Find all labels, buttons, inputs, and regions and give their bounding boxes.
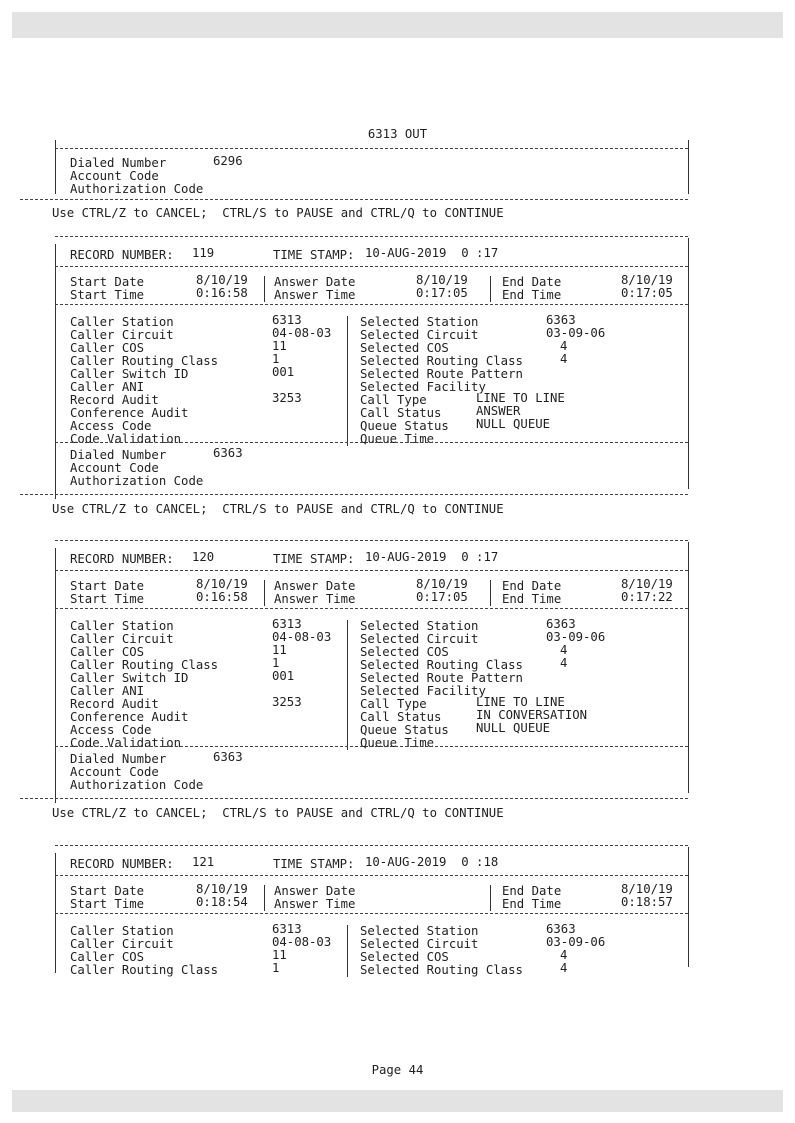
start-date-value: 8/10/19: [196, 273, 248, 287]
caller-switch-id-label: Caller Switch ID: [70, 671, 189, 685]
caller-ani-label: Caller ANI: [70, 380, 145, 394]
separator-dashes: [20, 494, 688, 495]
caller-routing-class-label: Caller Routing Class: [70, 963, 219, 977]
end-time-value: 0:17:05: [621, 286, 673, 300]
answer-time-label: Answer Time: [274, 897, 356, 911]
separator-dashes: [20, 798, 688, 799]
caller-circuit-value: 04-08-03: [272, 935, 332, 949]
separator-dashes: [55, 608, 688, 609]
queue-status-value: NULL QUEUE: [476, 417, 551, 431]
dialed-number-label: Dialed Number: [70, 448, 167, 462]
answer-date-label: Answer Date: [274, 275, 356, 289]
column-divider: [347, 316, 348, 446]
record-number-value: 121: [192, 855, 215, 869]
selected-facility-label: Selected Facility: [360, 684, 486, 698]
selected-station-label: Selected Station: [360, 924, 479, 938]
separator-dashes: [55, 236, 688, 237]
caller-station-label: Caller Station: [70, 924, 174, 938]
end-date-value: 8/10/19: [621, 273, 673, 287]
selected-station-value: 6363: [546, 313, 576, 327]
caller-routing-class-label: Caller Routing Class: [70, 658, 219, 672]
record-audit-value: 3253: [272, 391, 302, 405]
selected-circuit-label: Selected Circuit: [360, 937, 479, 951]
selected-circuit-label: Selected Circuit: [360, 328, 479, 342]
queue-status-value: NULL QUEUE: [476, 721, 551, 735]
caller-switch-id-value: 001: [272, 365, 295, 379]
queue-status-label: Queue Status: [360, 723, 449, 737]
call-type-value: LINE TO LINE: [476, 695, 565, 709]
caller-cos-value: 11: [272, 339, 287, 353]
record-audit-value: 3253: [272, 695, 302, 709]
call-status-value: IN CONVERSATION: [476, 708, 588, 722]
access-code-label: Access Code: [70, 723, 152, 737]
caller-circuit-value: 04-08-03: [272, 630, 332, 644]
page-footer: Page 44: [371, 1063, 424, 1077]
separator-dashes: [20, 199, 688, 200]
record-number-label: RECORD NUMBER:: [70, 857, 174, 871]
selected-circuit-value: 03-09-06: [546, 326, 606, 340]
caller-station-label: Caller Station: [70, 619, 174, 633]
caller-ani-label: Caller ANI: [70, 684, 145, 698]
column-divider: [264, 276, 265, 302]
record-number-label: RECORD NUMBER:: [70, 248, 174, 262]
selected-routing-class-label: Selected Routing Class: [360, 963, 523, 977]
end-date-label: End Date: [502, 275, 562, 289]
end-date-value: 8/10/19: [621, 577, 673, 591]
selected-routing-class-label: Selected Routing Class: [360, 354, 523, 368]
account-code-label: Account Code: [70, 461, 159, 475]
dialed-number-label: Dialed Number: [70, 156, 167, 170]
right-border: [688, 847, 689, 967]
answer-date-value: 8/10/19: [416, 577, 468, 591]
left-border: [55, 140, 56, 194]
start-time-value: 0:16:58: [196, 590, 248, 604]
separator-dashes: [55, 570, 688, 571]
dialed-number-value: 6363: [213, 750, 243, 764]
start-date-label: Start Date: [70, 884, 145, 898]
end-time-value: 0:18:57: [621, 895, 673, 909]
caller-routing-class-value: 1: [272, 656, 280, 670]
right-border: [688, 140, 689, 194]
record-audit-label: Record Audit: [70, 697, 159, 711]
separator-dashes: [55, 148, 688, 149]
selected-routing-class-value: 4: [560, 961, 568, 975]
selected-station-value: 6363: [546, 617, 576, 631]
call-type-label: Call Type: [360, 393, 427, 407]
selected-circuit-value: 03-09-06: [546, 630, 606, 644]
selected-station-value: 6363: [546, 922, 576, 936]
column-divider: [264, 885, 265, 911]
time-stamp-value: 10-AUG-2019 0 :17: [365, 550, 499, 564]
caller-circuit-label: Caller Circuit: [70, 328, 174, 342]
selected-cos-label: Selected COS: [360, 645, 449, 659]
selected-station-label: Selected Station: [360, 619, 479, 633]
record-number-label: RECORD NUMBER:: [70, 552, 174, 566]
column-divider: [347, 925, 348, 977]
caller-station-value: 6313: [272, 313, 302, 327]
column-divider: [490, 885, 491, 911]
time-stamp-label: TIME STAMP:: [273, 552, 355, 566]
start-time-label: Start Time: [70, 592, 145, 606]
selected-routing-class-value: 4: [560, 656, 568, 670]
start-time-value: 0:16:58: [196, 286, 248, 300]
code-validation-label: Code Validation: [70, 432, 182, 446]
column-divider: [490, 580, 491, 606]
answer-time-value: 0:17:05: [416, 590, 468, 604]
code-validation-label: Code Validation: [70, 736, 182, 750]
end-date-label: End Date: [502, 579, 562, 593]
separator-dashes: [55, 442, 688, 443]
call-status-label: Call Status: [360, 710, 442, 724]
account-code-label: Account Code: [70, 169, 159, 183]
start-date-value: 8/10/19: [196, 882, 248, 896]
record-audit-label: Record Audit: [70, 393, 159, 407]
separator-dashes: [55, 540, 688, 541]
page-header: 6313 OUT: [367, 127, 428, 141]
caller-cos-label: Caller COS: [70, 645, 145, 659]
column-divider: [490, 276, 491, 302]
authorization-code-label: Authorization Code: [70, 778, 204, 792]
caller-cos-label: Caller COS: [70, 950, 145, 964]
access-code-label: Access Code: [70, 419, 152, 433]
separator-dashes: [55, 913, 688, 914]
time-stamp-value: 10-AUG-2019 0 :18: [365, 855, 499, 869]
time-stamp-label: TIME STAMP:: [273, 857, 355, 871]
conference-audit-label: Conference Audit: [70, 406, 189, 420]
answer-time-label: Answer Time: [274, 592, 356, 606]
selected-circuit-value: 03-09-06: [546, 935, 606, 949]
cancel-notice: Use CTRL/Z to CANCEL; CTRL/S to PAUSE and CTRL/Q to CONTINUE: [52, 806, 504, 820]
caller-cos-value: 11: [272, 643, 287, 657]
answer-date-label: Answer Date: [274, 884, 356, 898]
record-number-value: 119: [192, 246, 215, 260]
dialed-number-label: Dialed Number: [70, 752, 167, 766]
separator-dashes: [55, 845, 688, 846]
selected-circuit-label: Selected Circuit: [360, 632, 479, 646]
end-date-value: 8/10/19: [621, 882, 673, 896]
end-time-value: 0:17:22: [621, 590, 673, 604]
call-type-value: LINE TO LINE: [476, 391, 565, 405]
answer-time-value: 0:17:05: [416, 286, 468, 300]
queue-status-label: Queue Status: [360, 419, 449, 433]
column-divider: [264, 580, 265, 606]
separator-dashes: [55, 746, 688, 747]
cancel-notice: Use CTRL/Z to CANCEL; CTRL/S to PAUSE and CTRL/Q to CONTINUE: [52, 502, 504, 516]
conference-audit-label: Conference Audit: [70, 710, 189, 724]
separator-dashes: [55, 304, 688, 305]
left-border: [55, 747, 56, 793]
caller-station-value: 6313: [272, 617, 302, 631]
start-date-label: Start Date: [70, 579, 145, 593]
caller-routing-class-value: 1: [272, 352, 280, 366]
record-number-value: 120: [192, 550, 215, 564]
account-code-label: Account Code: [70, 765, 159, 779]
queue-time-label: Queue Time: [360, 736, 435, 750]
end-time-label: End Time: [502, 288, 562, 302]
answer-date-value: 8/10/19: [416, 273, 468, 287]
selected-facility-label: Selected Facility: [360, 380, 486, 394]
left-border: [55, 443, 56, 489]
call-type-label: Call Type: [360, 697, 427, 711]
start-time-label: Start Time: [70, 288, 145, 302]
call-status-label: Call Status: [360, 406, 442, 420]
selected-station-label: Selected Station: [360, 315, 479, 329]
end-time-label: End Time: [502, 592, 562, 606]
start-date-value: 8/10/19: [196, 577, 248, 591]
caller-circuit-label: Caller Circuit: [70, 632, 174, 646]
start-date-label: Start Date: [70, 275, 145, 289]
scan-top-band: [12, 12, 783, 38]
authorization-code-label: Authorization Code: [70, 474, 204, 488]
end-time-label: End Time: [502, 897, 562, 911]
caller-routing-class-label: Caller Routing Class: [70, 354, 219, 368]
end-date-label: End Date: [502, 884, 562, 898]
caller-routing-class-value: 1: [272, 961, 280, 975]
start-time-label: Start Time: [70, 897, 145, 911]
time-stamp-label: TIME STAMP:: [273, 248, 355, 262]
answer-date-label: Answer Date: [274, 579, 356, 593]
caller-station-value: 6313: [272, 922, 302, 936]
selected-routing-class-value: 4: [560, 352, 568, 366]
right-border: [688, 747, 689, 793]
answer-time-label: Answer Time: [274, 288, 356, 302]
selected-route-pattern-label: Selected Route Pattern: [360, 367, 523, 381]
start-time-value: 0:18:54: [196, 895, 248, 909]
caller-circuit-value: 04-08-03: [272, 326, 332, 340]
dialed-number-value: 6296: [213, 154, 243, 168]
selected-route-pattern-label: Selected Route Pattern: [360, 671, 523, 685]
caller-cos-label: Caller COS: [70, 341, 145, 355]
call-status-value: ANSWER: [476, 404, 521, 418]
selected-cos-label: Selected COS: [360, 341, 449, 355]
selected-routing-class-label: Selected Routing Class: [360, 658, 523, 672]
selected-cos-value: 4: [560, 339, 568, 353]
dialed-number-value: 6363: [213, 446, 243, 460]
selected-cos-value: 4: [560, 643, 568, 657]
scan-bottom-band: [12, 1090, 783, 1112]
separator-dashes: [55, 266, 688, 267]
selected-cos-value: 4: [560, 948, 568, 962]
time-stamp-value: 10-AUG-2019 0 :17: [365, 246, 499, 260]
caller-cos-value: 11: [272, 948, 287, 962]
authorization-code-label: Authorization Code: [70, 182, 204, 196]
right-border: [688, 443, 689, 489]
cancel-notice: Use CTRL/Z to CANCEL; CTRL/S to PAUSE and CTRL/Q to CONTINUE: [52, 206, 504, 220]
caller-station-label: Caller Station: [70, 315, 174, 329]
queue-time-label: Queue Time: [360, 432, 435, 446]
selected-cos-label: Selected COS: [360, 950, 449, 964]
caller-circuit-label: Caller Circuit: [70, 937, 174, 951]
caller-switch-id-value: 001: [272, 669, 295, 683]
column-divider: [347, 620, 348, 750]
caller-switch-id-label: Caller Switch ID: [70, 367, 189, 381]
separator-dashes: [55, 875, 688, 876]
